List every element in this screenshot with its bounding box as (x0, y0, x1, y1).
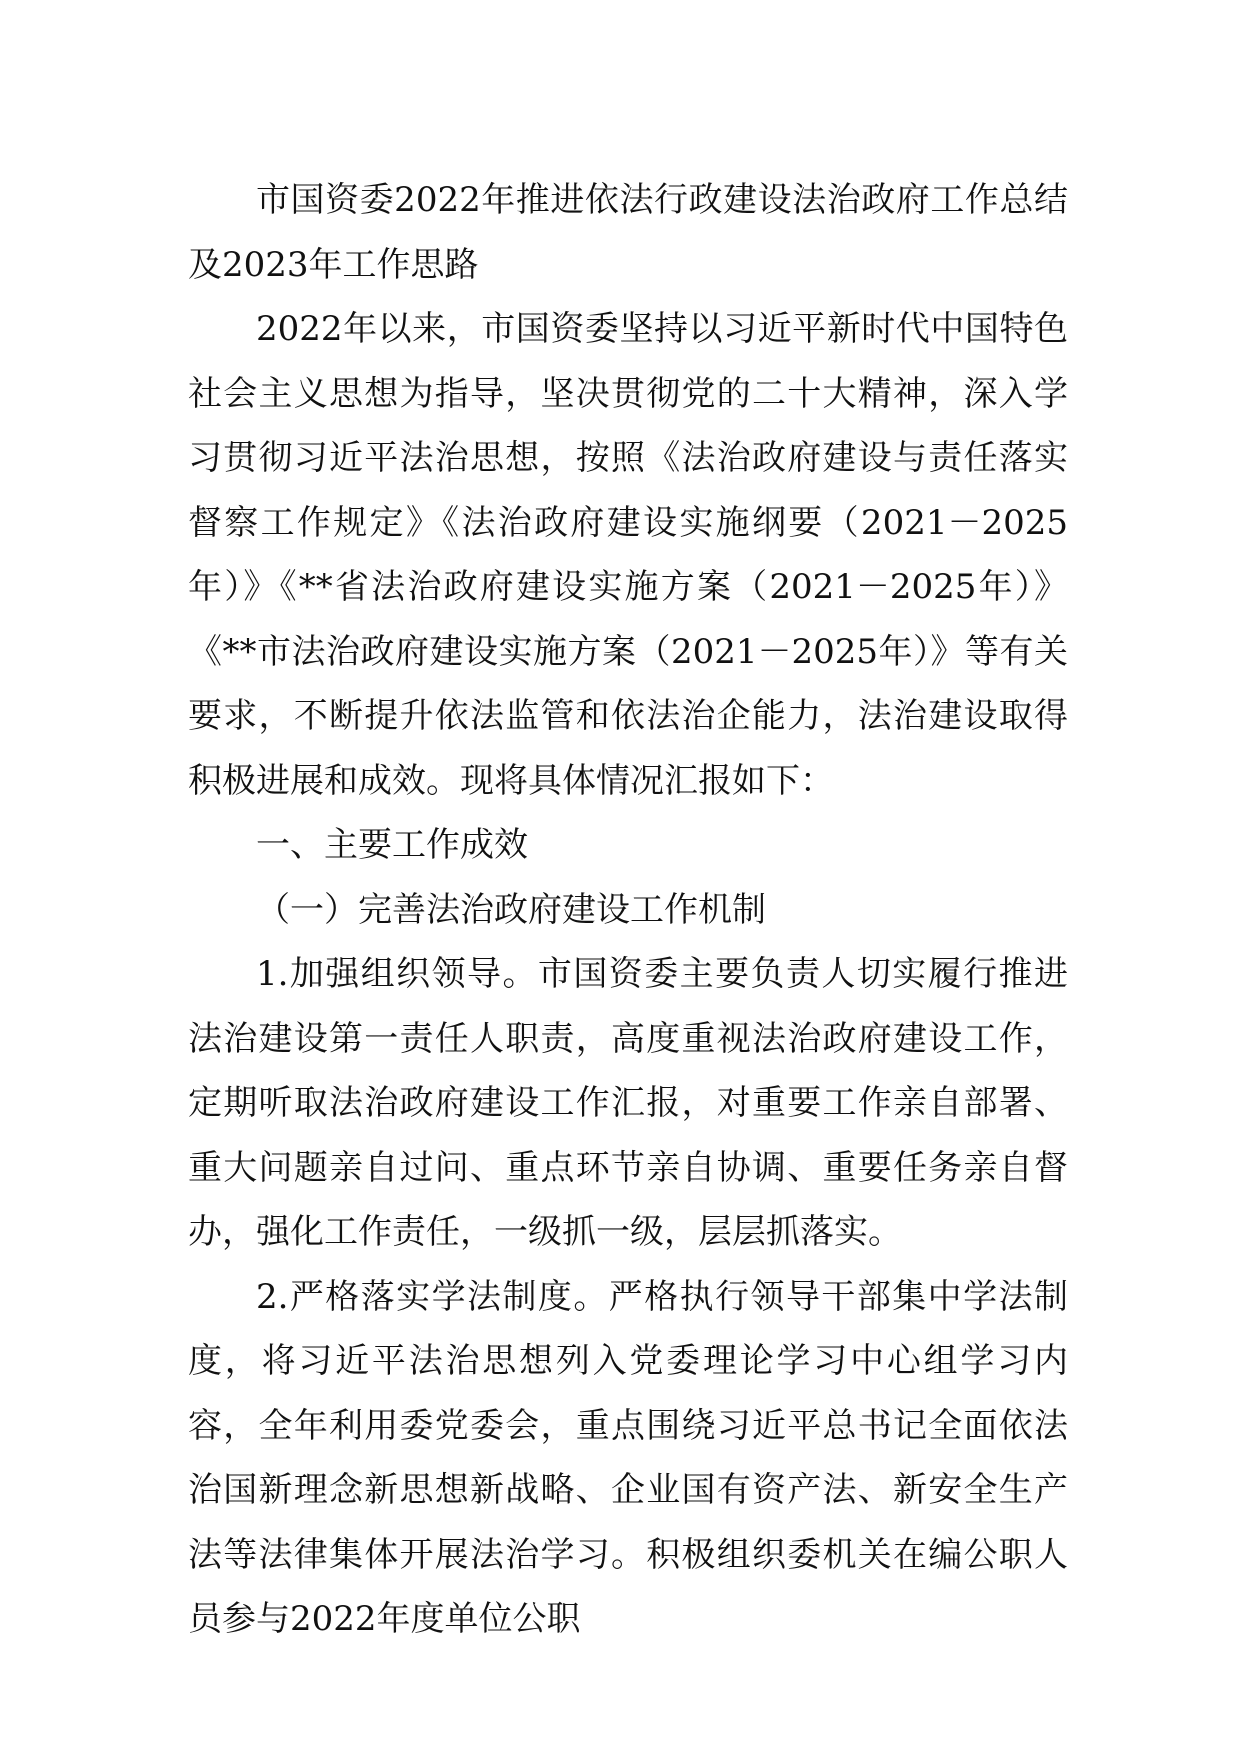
section-heading-main-achievements: 一、主要工作成效 (256, 825, 528, 865)
subsection-heading-mechanism: （一）完善法治政府建设工作机制 (256, 889, 766, 930)
document-title: 市国资委2022年推进依法行政建设法治政府工作总结及2023年工作思路 (188, 180, 1068, 285)
paragraph-item-1: 1.加强组织领导。市国资委主要负责人切实履行推进法治建设第一责任人职责，高度重视法治政府建设工作，定期听取法治政府建设工作汇报，对重要工作亲自部署、重大问题亲自过问、重点环节亲自协调、重要任务亲自督办，强化工作责任，一级抓一级，层层抓落实。 (188, 954, 1068, 1252)
intro-paragraph: 2022年以来，市国资委坚持以习近平新时代中国特色社会主义思想为指导，坚决贯彻党的二十大精神，深入学习贯彻习近平法治思想，按照《法治政府建设与责任落实督察工作规定》《法治政府建设实施纲要（2021－2025年）》《**省法治政府建设实施方案（2021－2025年）》《**市法治政府建设实施方案（2021－2025年）》等有关要求，不断提升依法监管和依法治企能力，法治建设取得积极进展和成效。现将具体情况汇报如下： (188, 309, 1068, 801)
paragraph-item-2: 2.严格落实学法制度。严格执行领导干部集中学法制度，将习近平法治思想列入党委理论学习中心组学习内容，全年利用委党委会，重点围绕习近平总书记全面依法治国新理念新思想新战略、企业国有资产法、新安全生产法等法律集体开展法治学习。积极组织委机关在编公职人员参与2022年度单位公职 (188, 1276, 1068, 1639)
document-body (188, 168, 1068, 1652)
